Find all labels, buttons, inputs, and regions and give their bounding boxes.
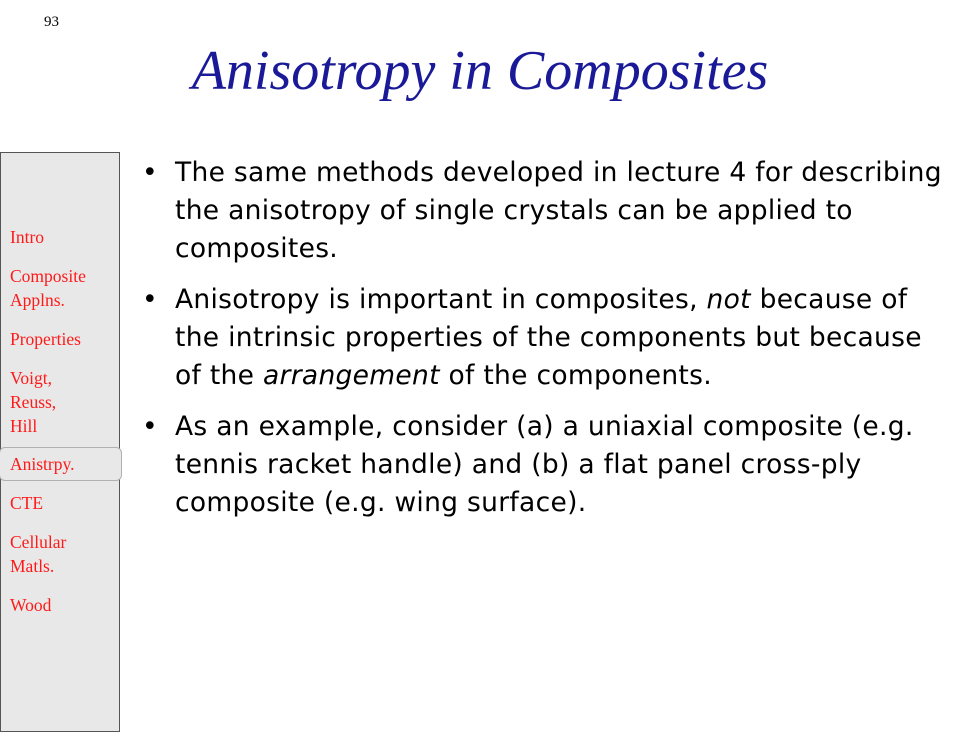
bullet-text: As an example, consider (a) a uniaxial composite (e.g. tennis racket handle) and (b) a flat panel cross-ply composite (e.g. wing surface). (175, 411, 914, 518)
bullet-item (142, 281, 942, 395)
bullet-marker: • (142, 411, 158, 442)
nav-item-cte[interactable]: CTE (10, 493, 44, 513)
bullet-text: The same methods developed in lecture 4 for describing the anisotropy of single crystals can be applied to composites. (175, 157, 942, 264)
nav-item-intro[interactable]: Intro (10, 227, 45, 247)
bullet-item (142, 408, 942, 522)
emphasis-text: not (706, 284, 751, 315)
nav-item-composite-applns[interactable]: Composite Applns. (10, 266, 86, 310)
nav-item-cellular-matls[interactable]: Cellular Matls. (10, 532, 67, 576)
nav-item-properties[interactable]: Properties (10, 329, 81, 349)
bullet-text: because of the intrinsic properties of the components but because of the (175, 284, 922, 391)
bullet-item (142, 154, 942, 268)
sidebar-nav (0, 152, 120, 732)
nav-item-voigt-reuss-hill[interactable]: Voigt, Reuss, Hill (10, 368, 57, 436)
slide-number: 93 (44, 14, 59, 30)
bullet-text: Anisotropy is important in composites, (175, 284, 707, 315)
bullet-text: of the components. (439, 360, 712, 391)
emphasis-text: arrangement (262, 360, 440, 391)
bullet-marker: • (142, 157, 158, 188)
nav-item-anistrpy[interactable]: Anistrpy. (0, 447, 122, 481)
nav-list (1, 225, 121, 632)
nav-item-wood[interactable]: Wood (10, 595, 52, 615)
bullet-marker: • (142, 284, 158, 315)
bullet-list (142, 154, 942, 535)
slide-title: Anisotropy in Composites (191, 40, 769, 102)
